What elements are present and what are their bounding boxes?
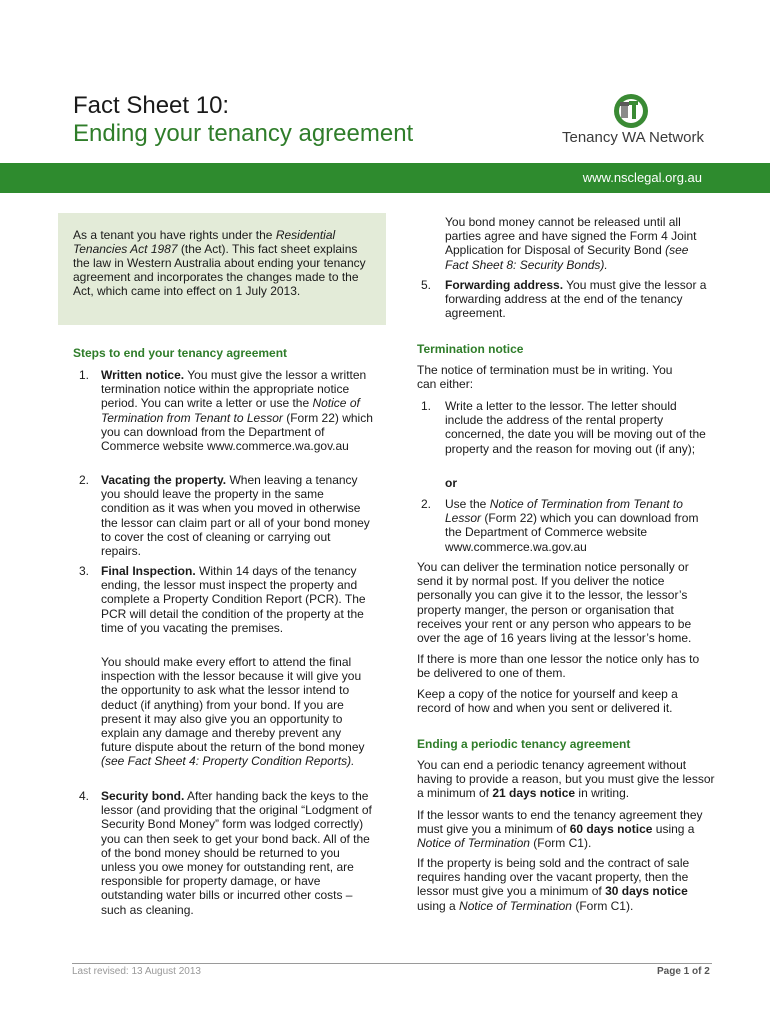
page-number: Page 1 of 2: [657, 966, 710, 977]
page-title-line1: Fact Sheet 10:: [73, 92, 230, 119]
keep-copy-text: Keep a copy of the notice for yourself and keep a record of how and when you sent or delivered it.: [417, 687, 678, 716]
step-vacating: Vacating the property. When leaving a tenancy you should leave the property in the same condition as it was when you moved in otherwise the lessor can claim part or all of your bond money to cover the cost of cleaning or carrying out repairs.: [101, 473, 370, 559]
intro-text: As a tenant you have rights under the Residential Tenancies Act 1987 (the Act). This fact sheet explains the law in Western Australia about ending your tenancy agreement and incorporates the changes made to the Act, which came into effect on 1 July 2013.: [73, 228, 366, 298]
list-number: 2.: [79, 473, 90, 487]
termination-intro: The notice of termination must be in writing. You can either:: [417, 363, 673, 392]
list-number: 1.: [421, 399, 432, 413]
list-number: 1.: [79, 368, 90, 382]
step-final-inspection: Final Inspection. Within 14 days of the tenancy ending, the lessor must inspect the property and complete a Property Condition Report (PCR). The PCR will detail the condition of the property at the time of you vacating the premises.: [101, 564, 366, 635]
periodic-lessor-notice: If the lessor wants to end the tenancy agreement they must give you a minimum of 60 days notice using a Notice of Termination (Form C1).: [417, 808, 703, 851]
website-link[interactable]: www.nsclegal.org.au: [582, 170, 702, 185]
option-form: Use the Notice of Termination from Tenant to Lessor (Form 22) which you can download from the Department of Commerce website www.commerce.wa.gov.au: [445, 497, 699, 554]
step-forwarding-address: Forwarding address. You must give the lessor a forwarding address at the end of the tenancy agreement.: [445, 278, 707, 321]
step-security-bond: Security bond. After handing back the keys to the lessor (and providing that the original “Lodgment of Security Bond Money” form was lodged correctly) you can then seek to get your bond back. All of the of the bond money should be returned to you unless you owe money for outstanding rent, are responsible for property damage, or have outstanding water bills or incurred other costs – such as cleaning.: [101, 789, 372, 917]
list-number: 3.: [79, 564, 90, 578]
option-letter: Write a letter to the lessor. The letter should include the address of the rental property concerned, the date you will be moving out of the property and the reason for moving out (if any);: [445, 399, 706, 456]
bond-release-text: You bond money cannot be released until all parties agree and have signed the Form 4 Joint Application for Disposal of Security Bond (see Fact Sheet 8: Security Bonds).: [445, 215, 697, 272]
periodic-tenant-notice: You can end a periodic tenancy agreement without having to provide a reason, but you must give the lessor a minimum of 21 days notice in writing.: [417, 758, 715, 801]
footer-divider: [72, 963, 712, 964]
inspection-advice: You should make every effort to attend the final inspection with the lessor because it will give you the opportunity to ask what the lessor intend to deduct (if anything) from your bond. If you are present it may also give you an opportunity to explain any damage and thereby prevent any future dispute about the return of the bond money (see Fact Sheet 4: Property Condition Reports).: [101, 655, 365, 769]
termination-notice-heading: Termination notice: [417, 342, 524, 356]
list-number: 4.: [79, 789, 90, 803]
page-title-line2: Ending your tenancy agreement: [73, 120, 414, 147]
list-number: 2.: [421, 497, 432, 511]
last-revised: Last revised: 13 August 2013: [72, 966, 201, 977]
step-written-notice: Written notice. You must give the lessor a written termination notice within the appropriate notice period. You can write a letter or use the Notice of Termination from Tenant to Lessor (Form 22) which you can download from the Department of Commerce website www.commerce.wa.gov.au: [101, 368, 373, 454]
or-separator: or: [445, 476, 457, 490]
delivery-text: You can deliver the termination notice personally or send it by normal post. If you deliver the notice personally you can give it to the lessor, the lessor’s property manger, the person or organisation that receives your rent or any person who appears to be over the age of 16 years living at the lessor’s home.: [417, 560, 692, 646]
periodic-heading: Ending a periodic tenancy agreement: [417, 737, 631, 751]
periodic-sale-notice: If the property is being sold and the contract of sale requires handing over the vacant property, then the lessor must give you a minimum of 30 days notice using a Notice of Termination (Form C1).: [417, 856, 690, 913]
tenancy-wa-logo: [558, 91, 708, 149]
logo-text: Tenancy WA Network: [562, 129, 704, 146]
list-number: 5.: [421, 278, 432, 292]
multiple-lessors-text: If there is more than one lessor the notice only has to be delivered to one of them.: [417, 652, 700, 681]
steps-heading: Steps to end your tenancy agreement: [73, 346, 288, 360]
